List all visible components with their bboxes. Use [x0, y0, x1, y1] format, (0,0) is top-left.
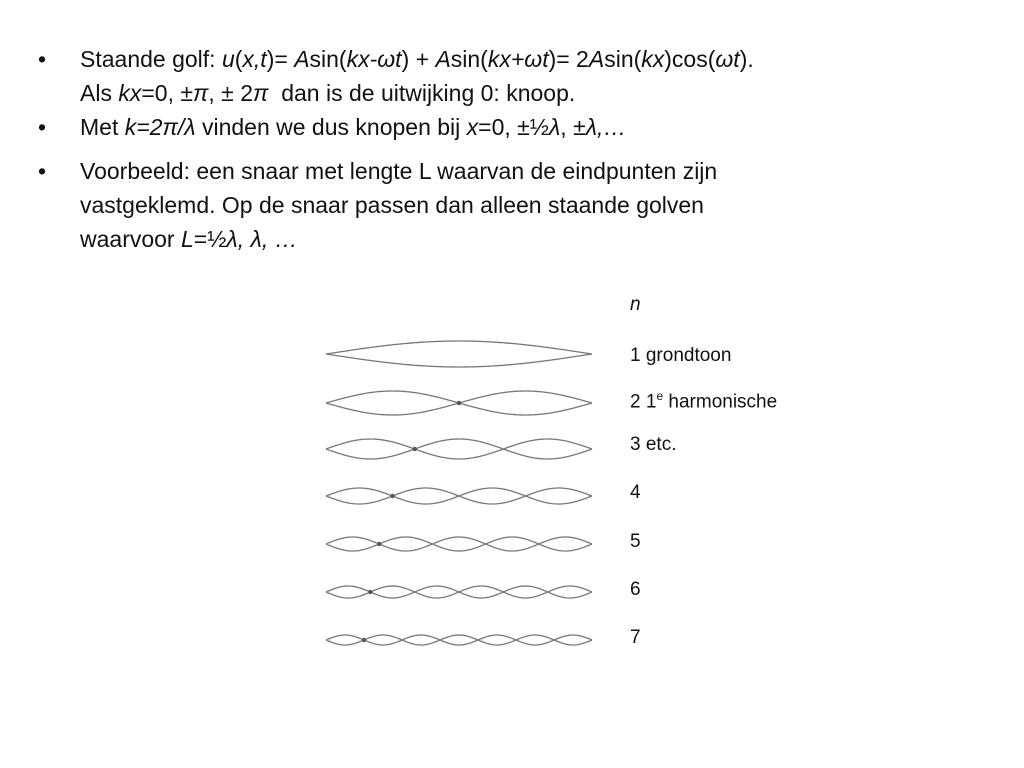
- mode-label-3: 3 etc.: [630, 434, 677, 455]
- node-marker-n2: [457, 401, 461, 405]
- mode-label-6: 6: [630, 579, 641, 600]
- bullet-marker: •: [38, 158, 47, 184]
- node-marker-n4: [390, 494, 394, 498]
- wave-envelope-n4-lower: [326, 488, 592, 504]
- node-marker-n6: [368, 590, 372, 594]
- node-marker-n7: [362, 638, 366, 642]
- example-line-2: vastgeklemd. Op de snaar passen dan alleen staande golven: [80, 192, 704, 218]
- wave-envelope-n1-upper: [326, 341, 592, 354]
- mode-number-header: n: [630, 294, 641, 315]
- bullet-marker: •: [38, 114, 47, 140]
- wave-envelope-n1-lower: [326, 354, 592, 367]
- node-marker-n3: [412, 447, 416, 451]
- bullet-marker: •: [38, 46, 47, 72]
- node-marker-n5: [377, 542, 381, 546]
- node-condition-line: Als kx=0, ±π, ± 2π dan is de uitwijking 0: knoop.: [80, 80, 576, 106]
- wave-envelope-n6-lower: [326, 586, 592, 598]
- mode-label-4: 4: [630, 482, 641, 503]
- wave-envelope-n3-lower: [326, 439, 592, 459]
- mode-label-2: 2 1e harmonische: [630, 389, 778, 413]
- mode-label-1: 1 grondtoon: [630, 345, 732, 366]
- example-line-3: waarvoor L=½λ, λ, …: [80, 226, 298, 252]
- standing-wave-formula-line: Staande golf: u(x,t)= Asin(kx-ωt) + Asin(kx+ωt)= 2Asin(kx)cos(ωt).: [80, 46, 754, 72]
- mode-label-5: 5: [630, 531, 641, 552]
- mode-label-7: 7: [630, 627, 641, 648]
- nodes-line: Met k=2π/λ vinden we dus knopen bij x=0, ±½λ, ±λ,…: [80, 114, 627, 140]
- example-line-1: Voorbeeld: een snaar met lengte L waarvan de eindpunten zijn: [80, 158, 718, 184]
- wave-envelope-n3-upper: [326, 439, 592, 459]
